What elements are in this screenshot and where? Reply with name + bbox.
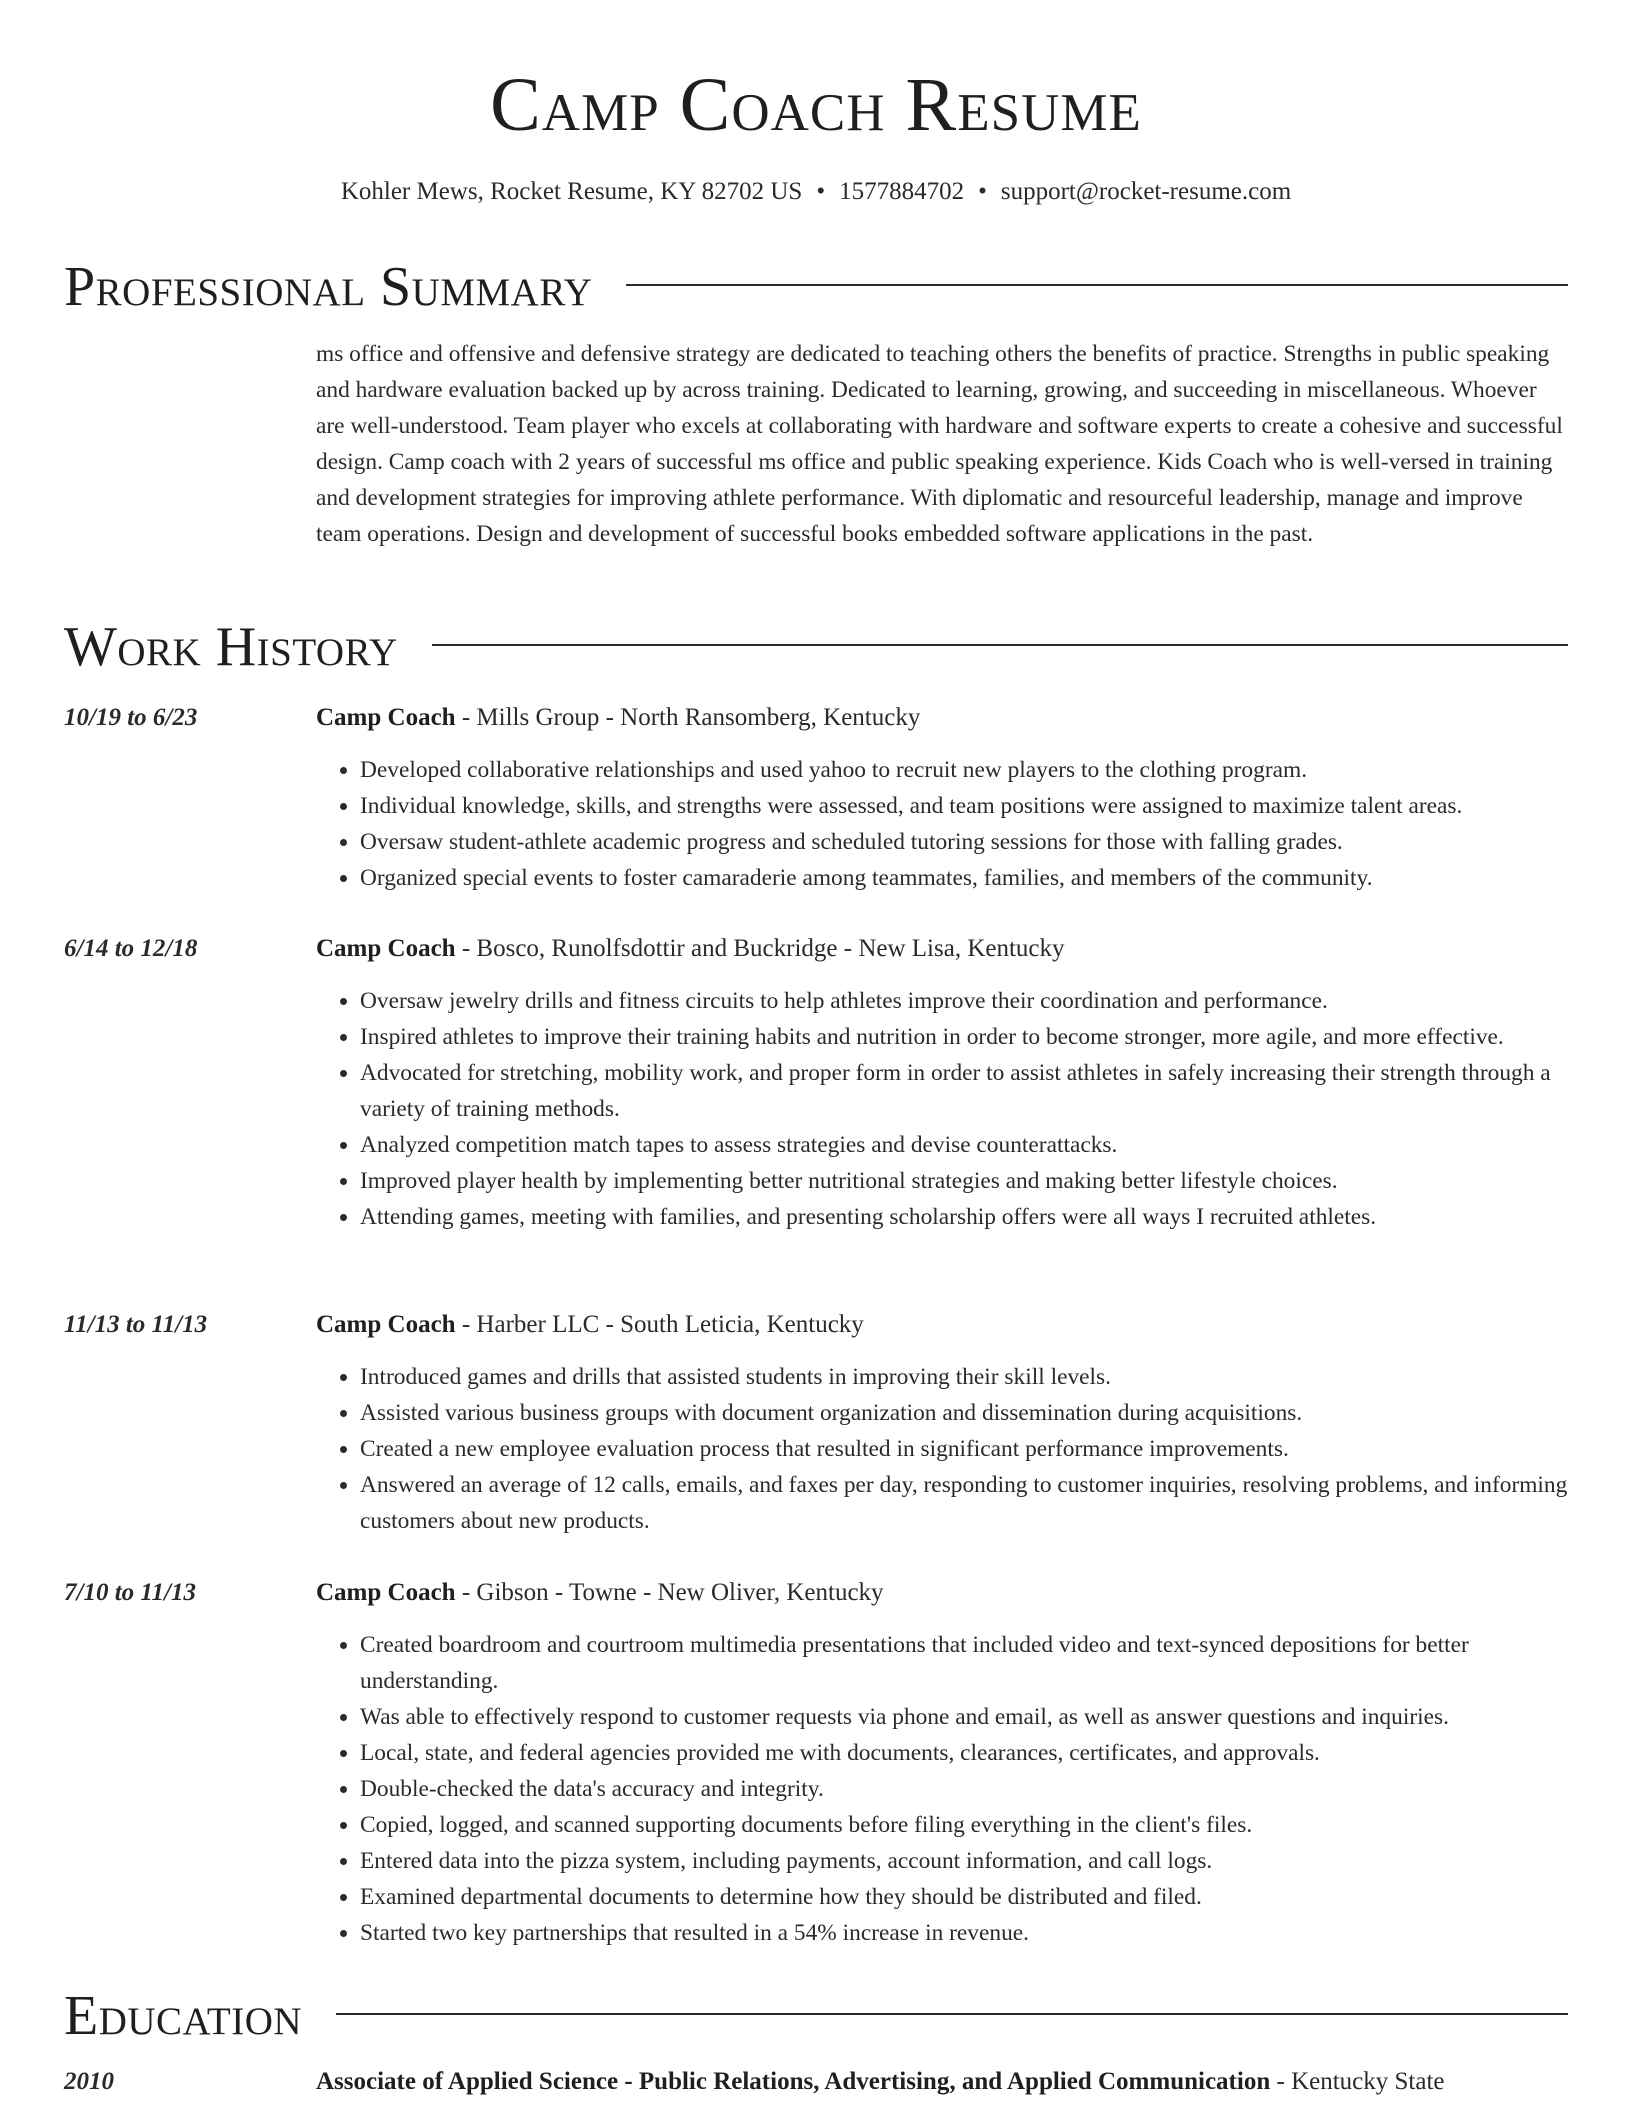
job-dates: 6/14 to 12/18 [64, 935, 198, 962]
job-title: Camp Coach [316, 935, 456, 962]
job-bullets [316, 1359, 1568, 1539]
section-title-summary: Professional Summary [64, 256, 593, 318]
job-bullet: • Oversaw student-athlete academic progress and scheduled tutoring sessions for those with falling grades. [360, 824, 1568, 860]
job-bullet: • Inspired athletes to improve their training habits and nutrition in order to become stronger, more agile, and more effective. [360, 1019, 1568, 1055]
contact-phone: 1577884702 [839, 178, 965, 205]
job-dates: 10/19 to 6/23 [64, 704, 198, 731]
job-bullet: • Advocated for stretching, mobility work, and proper form in order to assist athletes in safely increasing their strength through a variety of training methods. [360, 1055, 1568, 1127]
education-heading [316, 2064, 1568, 2100]
job-title: Camp Coach [316, 1311, 456, 1338]
job-bullet: • Organized special events to foster camaraderie among teammates, families, and members of the community. [360, 860, 1568, 896]
section-title-education: Education [64, 1985, 303, 2047]
job-heading [316, 931, 1568, 967]
education-degree: Associate of Applied Science - Public Relations, Advertising, and Applied Communication [316, 2068, 1271, 2095]
job-dates: 7/10 to 11/13 [64, 1579, 196, 1606]
section-header-summary [64, 254, 1568, 320]
job-bullet: • Assisted various business groups with document organization and dissemination during acquisitions. [360, 1395, 1568, 1431]
job-bullet: • Oversaw jewelry drills and fitness circuits to help athletes improve their coordination and performance. [360, 983, 1568, 1019]
job-title: Camp Coach [316, 1579, 456, 1606]
section-header-education [64, 1983, 1568, 2049]
professional-summary-text: ms office and offensive and defensive strategy are dedicated to teaching others the benefits of practice. Strengths in public speaking and hardware evaluation backed up by across training. Dedicated to learning, growing, and succeeding in miscellaneous. Whoever are well-understood. Team player who excels at collaborating with hardware and software experts to create a cohesive and successful design. Camp coach with 2 years of successful ms office and public speaking experience. Kids Coach who is well-versed in training and development strategies for improving athlete performance. With diplomatic and resourceful leadership, manage and improve team operations. Design and development of successful books embedded software applications in the past. [316, 341, 1563, 547]
contact-line [0, 176, 1632, 208]
contact-email[interactable]: support@rocket-resume.com [1000, 178, 1292, 205]
job-heading [316, 1575, 1568, 1611]
job-heading [316, 700, 1568, 736]
education-school: - Kentucky State [1270, 2068, 1445, 2095]
job-employer-location: - Bosco, Runolfsdottir and Buckridge - New Lisa, Kentucky [455, 935, 1065, 962]
job-bullet: • Introduced games and drills that assisted students in improving their skill levels. [360, 1359, 1568, 1395]
job-dates: 11/13 to 11/13 [64, 1311, 208, 1338]
job-bullet: • Attending games, meeting with families, and presenting scholarship offers were all ways I recruited athletes. [360, 1199, 1568, 1235]
job-employer-location: - Harber LLC - South Leticia, Kentucky [455, 1311, 864, 1338]
job-employer-location: - Mills Group - North Ransomberg, Kentucky [455, 704, 921, 731]
job-bullet: • Was able to effectively respond to customer requests via phone and email, as well as answer questions and inquiries. [360, 1699, 1568, 1735]
job-bullet: • Double-checked the data's accuracy and integrity. [360, 1771, 1568, 1807]
job-bullets [316, 1627, 1568, 1951]
job-bullet: • Developed collaborative relationships and used yahoo to recruit new players to the clothing program. [360, 752, 1568, 788]
job-bullet: • Analyzed competition match tapes to assess strategies and devise counterattacks. [360, 1127, 1568, 1163]
job-bullet: • Answered an average of 12 calls, emails, and faxes per day, responding to customer inquiries, resolving problems, and informing customers about new products. [360, 1467, 1568, 1539]
section-divider [336, 2013, 1568, 2015]
job-title: Camp Coach [316, 704, 456, 731]
section-header-work [64, 614, 1568, 680]
job-bullet: • Improved player health by implementing better nutritional strategies and making better lifestyle choices. [360, 1163, 1568, 1199]
job-employer-location: - Gibson - Towne - New Oliver, Kentucky [455, 1579, 884, 1606]
section-divider [626, 284, 1568, 286]
section-title-work: Work History [64, 616, 398, 678]
job-bullet: • Started two key partnerships that resulted in a 54% increase in revenue. [360, 1915, 1568, 1951]
job-bullets [316, 983, 1568, 1235]
contact-address: Kohler Mews, Rocket Resume, KY 82702 US [340, 178, 803, 205]
job-bullet: • Copied, logged, and scanned supporting documents before filing everything in the client's files. [360, 1807, 1568, 1843]
education-year: 2010 [64, 2068, 114, 2095]
job-bullet: • Created boardroom and courtroom multimedia presentations that included video and text-synced depositions for better understanding. [360, 1627, 1568, 1699]
job-heading [316, 1307, 1568, 1343]
section-divider [432, 644, 1568, 646]
resume-title: Camp Coach Resume [490, 63, 1142, 147]
contact-separator: • [978, 178, 987, 205]
job-bullet: • Individual knowledge, skills, and strengths were assessed, and team positions were assigned to maximize talent areas. [360, 788, 1568, 824]
job-bullet: • Examined departmental documents to determine how they should be distributed and filed. [360, 1879, 1568, 1915]
job-bullet: • Entered data into the pizza system, including payments, account information, and call logs. [360, 1843, 1568, 1879]
contact-separator: • [816, 178, 826, 205]
job-bullet: • Created a new employee evaluation process that resulted in significant performance improvements. [360, 1431, 1568, 1467]
job-bullets [316, 752, 1568, 896]
job-bullet: • Local, state, and federal agencies provided me with documents, clearances, certificates, and approvals. [360, 1735, 1568, 1771]
